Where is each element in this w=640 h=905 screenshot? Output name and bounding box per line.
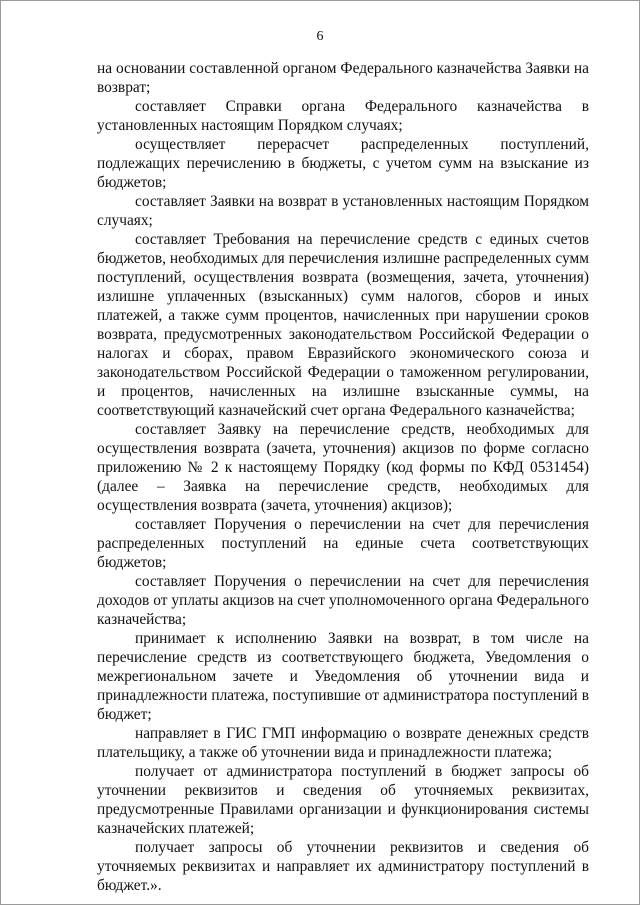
page-number: 6	[316, 29, 324, 44]
paragraph: составляет Поручения о перечислении на счет для перечисления распределенных поступлений на единые счета соответствующих бюджетов;	[97, 516, 589, 571]
document-body	[97, 59, 589, 895]
paragraph: принимает к исполнению Заявки на возврат, в том числе на перечисление средств из соответствующего бюджета, Уведомления о межрегиональном зачете и Уведомления об уточнении вида и принадлежности платежа, поступившие от администратора поступлений в бюджет;	[97, 630, 589, 723]
paragraph: осуществляет перерасчет распределенных поступлений, подлежащих перечислению в бюджеты, с учетом сумм на взыскание из бюджетов;	[97, 136, 589, 191]
paragraph: составляет Поручения о перечислении на счет для перечисления доходов от уплаты акцизов на счет уполномоченного органа Федерального казначейства;	[97, 573, 589, 628]
paragraph: составляет Заявку на перечисление средств, необходимых для осуществления возврата (зачета, уточнения) акцизов по форме согласно приложению № 2 к настоящему Порядку (код формы по КФД 0531454) (далее – Заявка на перечисление средств, необходимых для осуществления возврата (зачета, уточнения) акцизов);	[97, 421, 589, 514]
paragraph: составляет Справки органа Федерального казначейства в установленных настоящим Порядком случаях;	[97, 98, 589, 134]
paragraph: направляет в ГИС ГМП информацию о возврате денежных средств плательщику, а также об уточнении вида и принадлежности платежа;	[97, 725, 589, 761]
paragraph: составляет Требования на перечисление средств с единых счетов бюджетов, необходимых для перечисления излишне распределенных сумм поступлений, осуществления возврата (возмещения, зачета, уточнения) излишне уплаченных (взысканных) сумм налогов, сборов и иных платежей, а также сумм процентов, начисленных при нарушении сроков возврата, предусмотренных законодательством Российской Федерации о налогах и сборах, правом Евразийского экономического союза и законодательством Российской Федерации о таможенном регулировании, и процентов, начисленных на излишне взысканные суммы, на соответствующий казначейский счет органа Федерального казначейства;	[97, 231, 589, 419]
paragraph: получает от администратора поступлений в бюджет запросы об уточнении реквизитов и сведения об уточняемых реквизитах, предусмотренные Правилами организации и функционирования системы казначейских платежей;	[97, 763, 589, 837]
paragraph: получает запросы об уточнении реквизитов и сведения об уточняемых реквизитах и направляет их администратору поступлений в бюджет.».	[97, 839, 589, 894]
paragraph: на основании составленной органом Федерального казначейства Заявки на возврат;	[97, 60, 589, 96]
paragraph: составляет Заявки на возврат в установленных настоящим Порядком случаях;	[97, 193, 589, 229]
